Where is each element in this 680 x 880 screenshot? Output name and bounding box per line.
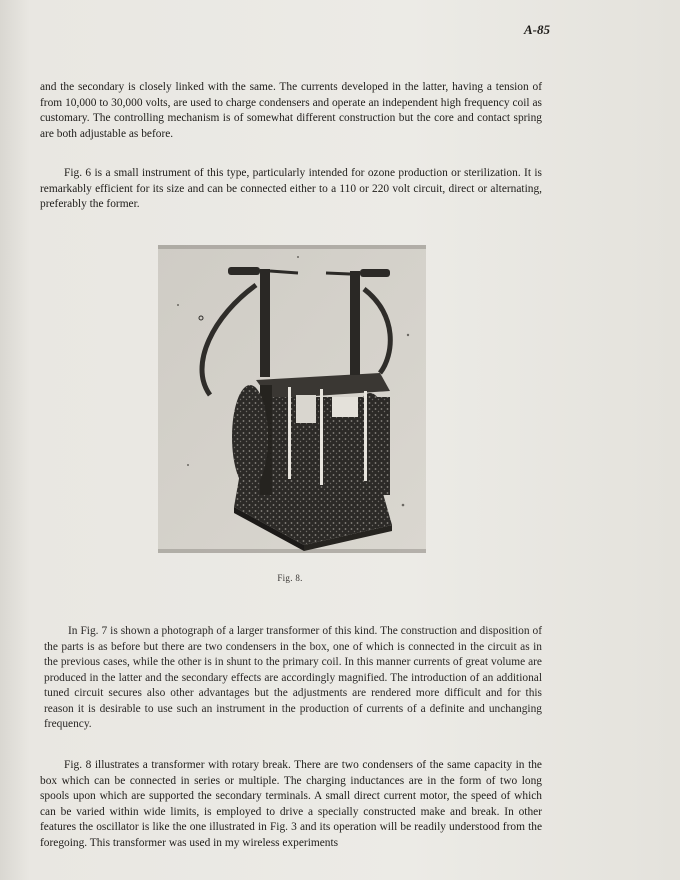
paragraph-2: Fig. 6 is a small instrument of this type, particularly intended for ozone production or sterilization. It is remarkably efficient for its size and can be connected either to a 110 or 220 volt circuit, direct or alternating, preferably the former.	[40, 167, 542, 210]
paragraph-3: In Fig. 7 is shown a photograph of a larger transformer of this kind. The construction and disposition of the parts is as before but there are two condensers in the box, one of which is connected in the circuit as in the previous cases, while the other is in shunt to the primary coil. In this manner currents of great volume are produced in the latter and the secondary effects are accordingly magnified. The introduction of an additional tuned circuit secures also other advantages but the adjustments are rendered more difficult and for this reason it is desirable to use such an instrument in the production of currents of a definite and unchanging frequency.	[44, 625, 542, 730]
figure-caption: Fig. 8.	[277, 573, 303, 583]
paragraph-4: Fig. 8 illustrates a transformer with rotary break. There are two condensers of the same capacity in the box which can be connected in series or multiple. The charging inductances are in the form of two long spools upon which are supported the secondary terminals. A small direct current motor, the speed of which can be varied within wide limits, is employed to drive a specially constructed make and break. In other features the oscillator is like the one illustrated in Fig. 3 and its operation will be readily understood from the foregoing. This transformer was used in my wireless experiments	[40, 759, 542, 849]
transformer-photo-illustration	[158, 245, 426, 553]
page-number: A-85	[524, 22, 550, 37]
figure-photograph	[158, 245, 426, 553]
paragraph-1: and the secondary is closely linked with the same. The currents developed in the latter, having a tension of from 10,000 to 30,000 volts, are used to charge condensers and operate an independent high frequency coil as customary. The controlling mechanism is of somewhat different construction but the core and contact spring are both adjustable as before.	[40, 81, 542, 140]
